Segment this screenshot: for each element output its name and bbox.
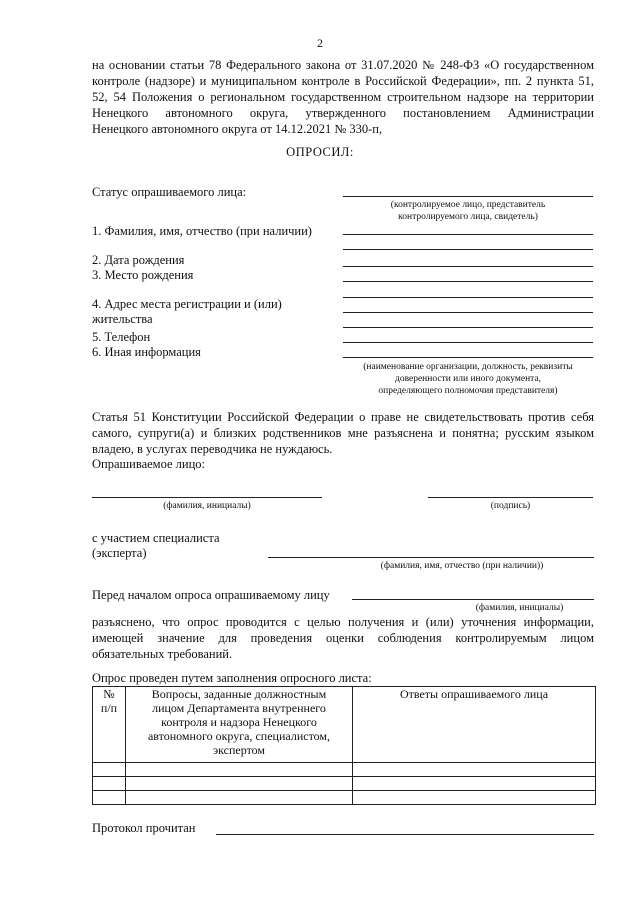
table-cell[interactable]: [353, 791, 596, 805]
article-51-paragraph: [92, 409, 594, 457]
field-full-name-label: 1. Фамилия, имя, отчество (при наличии): [92, 224, 312, 238]
status-input-line[interactable]: [343, 196, 593, 197]
col-number-header: [93, 687, 126, 763]
field-birth-place-label: 3. Место рождения: [92, 268, 194, 282]
article-51-line: самого, супруги(а) и близких родственников мне разъяснена и понятна; русским языком: [92, 426, 594, 440]
field-other-info-label: 6. Иная информация: [92, 345, 201, 359]
before-survey-text-line: разъяснено, что опрос проводится с целью получения и (или) уточнения информации,: [92, 615, 594, 629]
table-cell[interactable]: [126, 791, 353, 805]
col-questions-header: [126, 687, 353, 763]
col-questions-header-line: контроля и надзора Ненецкого: [161, 715, 317, 729]
birth-date-input-line[interactable]: [343, 266, 593, 267]
intro-line: на основании статьи 78 Федерального закона от 31.07.2020 № 248-ФЗ «О государственном: [92, 58, 594, 72]
article-51-line: владею, в услугах переводчика не нуждаюсь.: [92, 442, 333, 456]
field-address-label: [92, 297, 282, 327]
field-birth-date-label: 2. Дата рождения: [92, 253, 185, 267]
table-row[interactable]: [93, 791, 596, 805]
article-51-line: Статья 51 Конституции Российской Федерации о праве не свидетельствовать против себя: [92, 410, 594, 424]
specialist-label-line: (эксперта): [92, 546, 147, 560]
full-name-input-line[interactable]: [343, 234, 593, 235]
status-label: Статус опрашиваемого лица:: [92, 185, 247, 199]
table-cell[interactable]: [93, 763, 126, 777]
specialist-name-line[interactable]: [268, 557, 594, 558]
address-input-line-2[interactable]: [343, 312, 593, 313]
col-number-header-line: №: [103, 687, 115, 701]
specialist-name-caption: (фамилия, имя, отчество (при наличии)): [380, 561, 544, 571]
field-address-label-line: жительства: [92, 312, 153, 326]
before-survey-name-line[interactable]: [352, 599, 594, 600]
address-input-line[interactable]: [343, 297, 593, 298]
table-cell[interactable]: [126, 763, 353, 777]
table-cell[interactable]: [93, 791, 126, 805]
other-info-caption: [343, 361, 593, 397]
other-info-caption-line: (наименование организации, должность, реквизиты: [363, 362, 573, 372]
address-input-line-3[interactable]: [343, 327, 593, 328]
before-survey-label: Перед началом опроса опрашиваемому лицу: [92, 588, 330, 602]
field-address-label-line: 4. Адрес места регистрации и (или): [92, 297, 282, 311]
specialist-label-line: с участием специалиста: [92, 531, 220, 545]
other-info-caption-line: доверенности или иного документа,: [394, 374, 542, 384]
phone-input-line[interactable]: [343, 342, 593, 343]
table-cell[interactable]: [126, 777, 353, 791]
intro-paragraph: [92, 57, 594, 137]
other-info-input-line[interactable]: [343, 357, 593, 358]
intro-line: Ненецкого автономного округа от 14.12.2021 № 330-п,: [92, 122, 383, 136]
table-header-row: [93, 687, 596, 763]
status-caption-line: (контролируемое лицо, представитель: [390, 200, 546, 210]
col-questions-header-line: Вопросы, заданные должностным: [151, 687, 327, 701]
intro-line: контроле (надзоре) и муниципальном контроле в Российской Федерации», пп. 2 пункта 51,: [92, 74, 594, 88]
birth-place-input-line[interactable]: [343, 281, 593, 282]
intro-line: 52, 54 Положения о региональном государственном строительном надзоре на территории: [92, 90, 594, 104]
page-number: 2: [317, 36, 323, 50]
col-questions-header-line: экспертом: [212, 743, 266, 757]
full-name-input-line-2[interactable]: [343, 249, 593, 250]
col-questions-header-line: лицом Департамента внутреннего: [152, 701, 326, 715]
col-number-header-line: п/п: [100, 701, 118, 715]
field-phone-label: 5. Телефон: [92, 330, 151, 344]
table-cell[interactable]: [353, 763, 596, 777]
section-heading: ОПРОСИЛ:: [286, 145, 354, 159]
protocol-read-label: Протокол прочитан: [92, 821, 196, 835]
protocol-read-line[interactable]: [216, 834, 594, 835]
col-questions-header-line: автономного округа, специалистом,: [147, 729, 331, 743]
table-row[interactable]: [93, 777, 596, 791]
specialist-label: [92, 531, 220, 561]
respondent-label: Опрашиваемое лицо:: [92, 457, 205, 471]
before-survey-text-line: обязательных требований.: [92, 647, 233, 661]
respondent-name-caption: (фамилия, инициалы): [163, 501, 251, 511]
before-survey-text: [92, 614, 594, 662]
col-answers-header: Ответы опрашиваемого лица: [353, 687, 596, 763]
table-row[interactable]: [93, 763, 596, 777]
before-survey-caption: (фамилия, инициалы): [475, 603, 564, 613]
table-cell[interactable]: [353, 777, 596, 791]
other-info-caption-line: определяющего полномочия представителя): [378, 386, 558, 396]
respondent-name-line[interactable]: [92, 497, 322, 498]
status-caption-line: контролируемого лица, свидетель): [398, 212, 538, 222]
table-intro: Опрос проведен путем заполнения опросного листа:: [92, 671, 372, 685]
respondent-signature-line[interactable]: [428, 497, 593, 498]
table-cell[interactable]: [93, 777, 126, 791]
intro-line: Ненецкого автономного округа, утвержденного постановлением Администрации: [92, 106, 594, 120]
before-survey-text-line: имеющей значение для проведения оценки соблюдения контролируемым лицом: [92, 631, 594, 645]
status-caption: [343, 199, 593, 223]
questionnaire-table: [92, 686, 596, 805]
respondent-signature-caption: (подпись): [490, 501, 531, 511]
